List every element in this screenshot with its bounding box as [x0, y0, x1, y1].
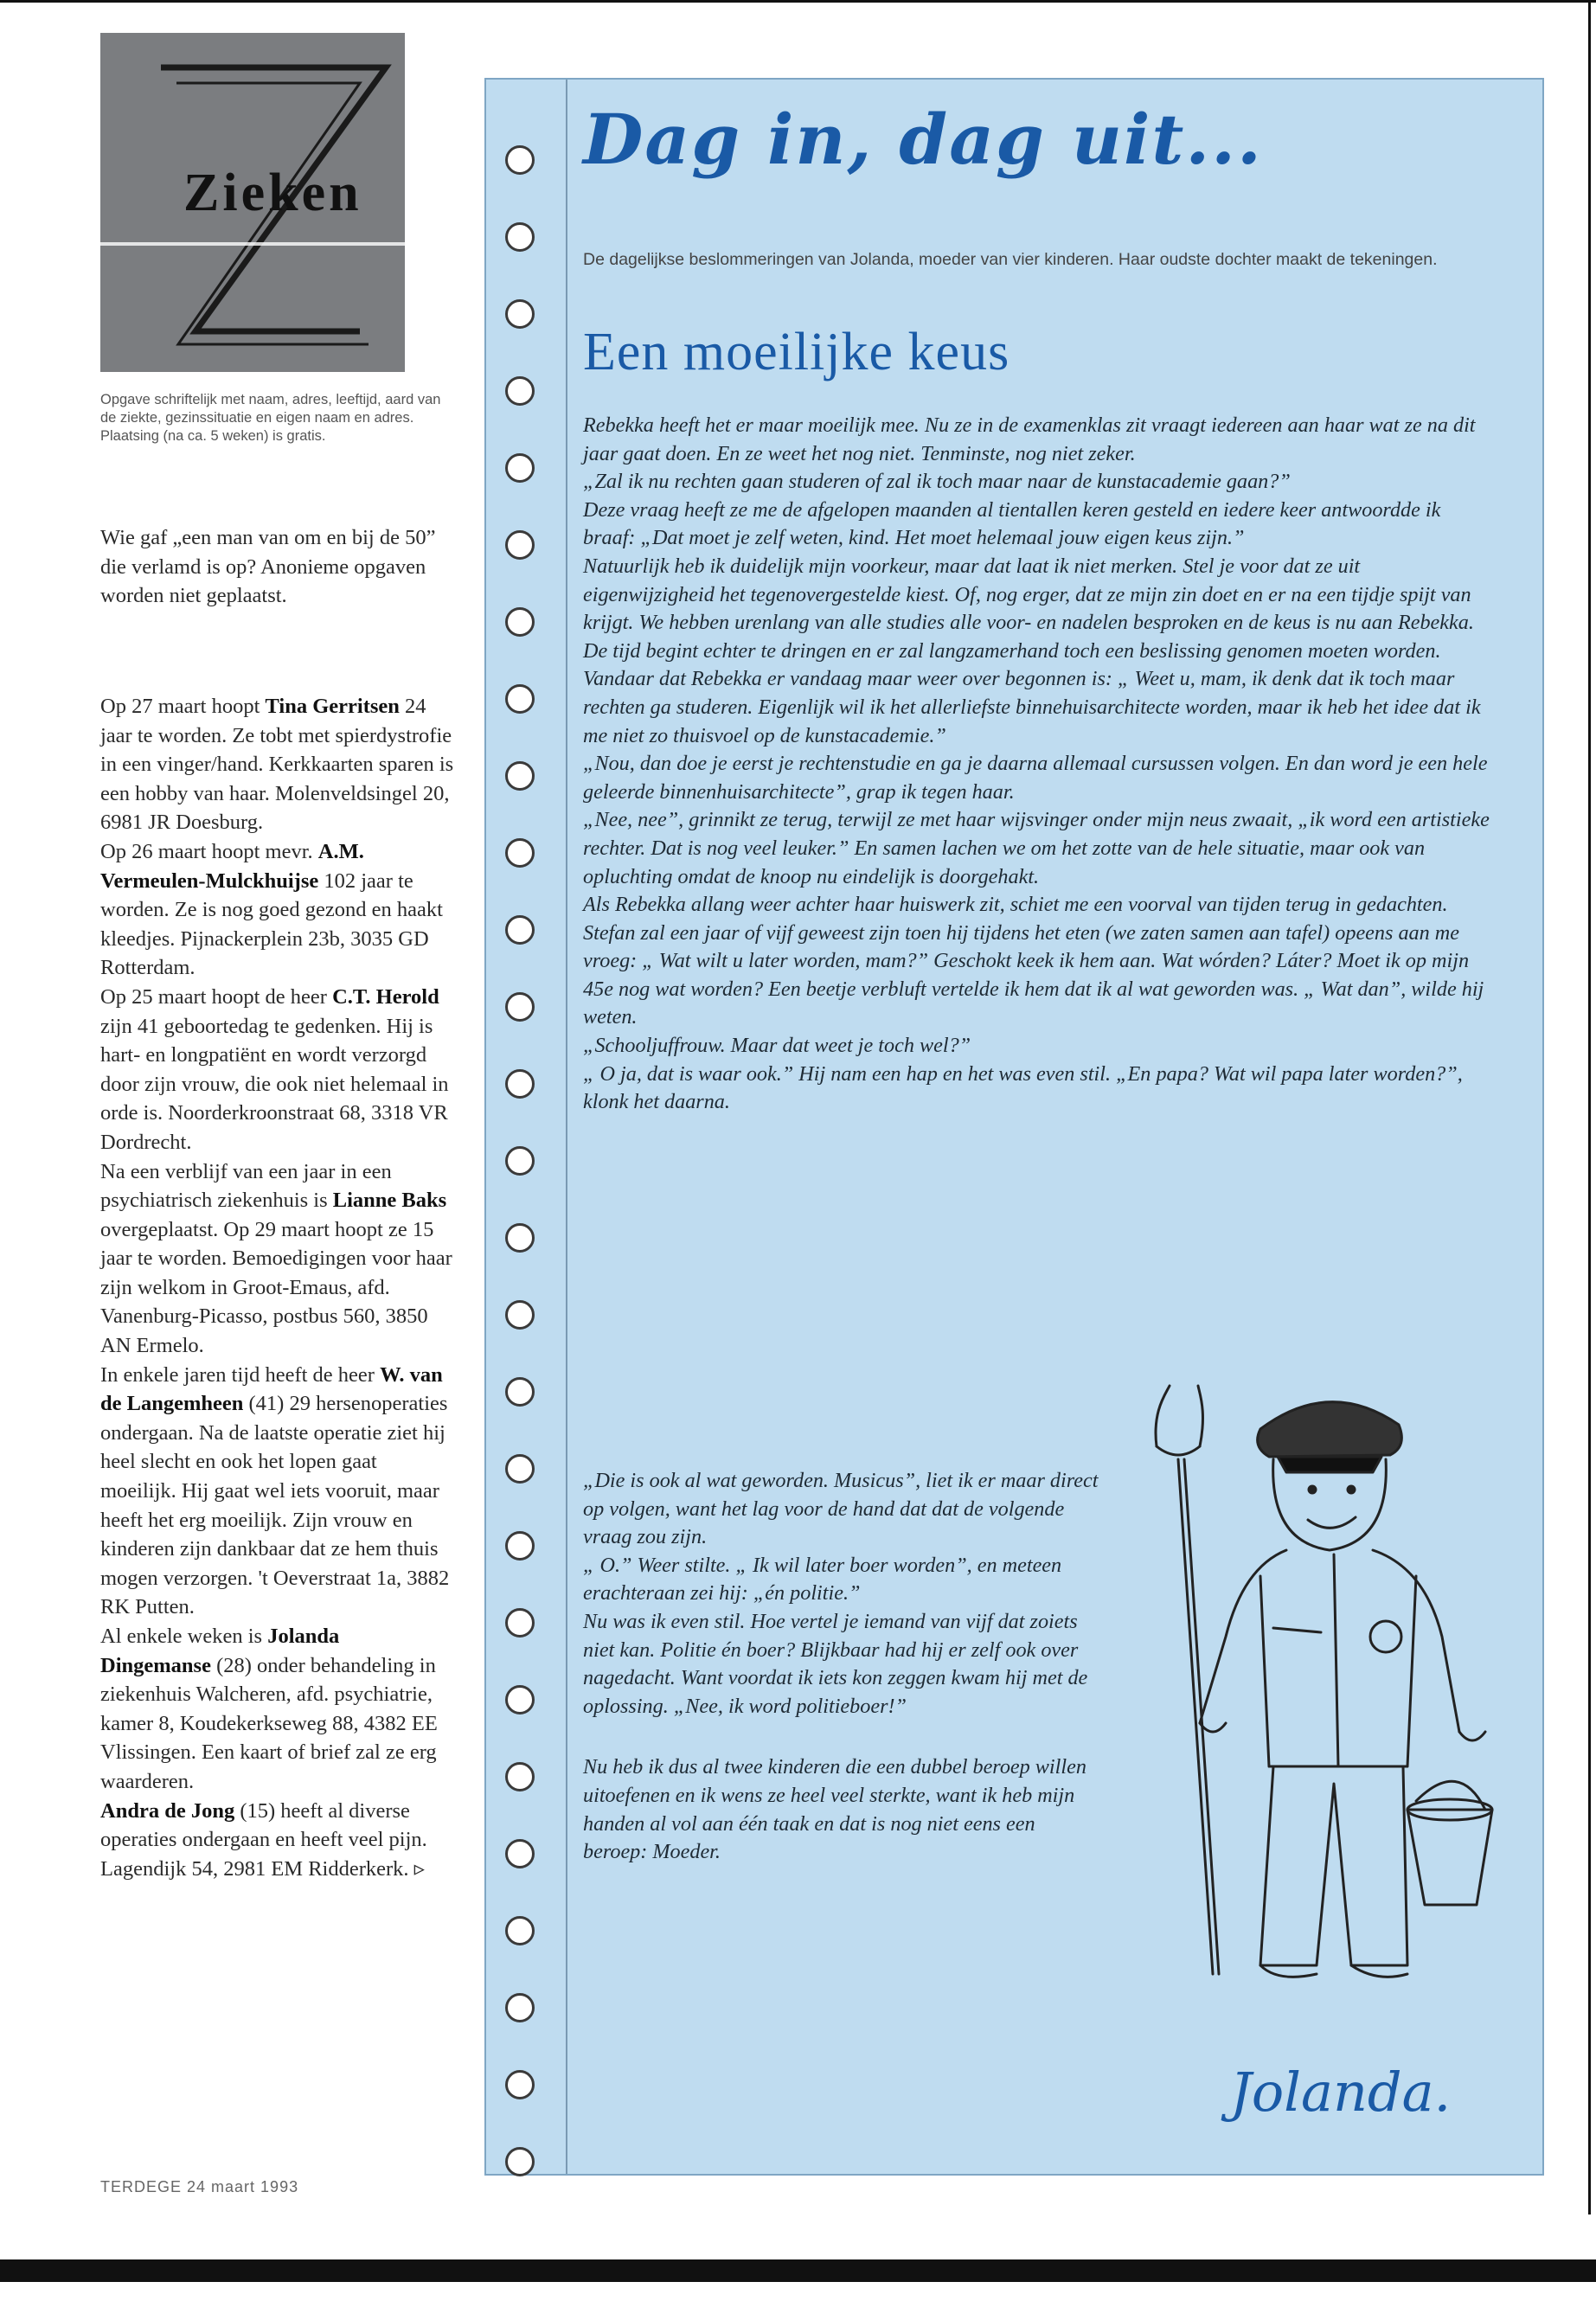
binder-hole — [505, 1069, 535, 1099]
binder-hole — [505, 1608, 535, 1638]
paragraph: Nu was ik even stil. Hoe vertel je iemand van vijf dat zoiets niet kan. Politie én boer? Blijkbaar had hij er zelf ook over nagedacht. Want voordat ik iets kon zeggen kwam hij met de oplossing. „Nee, ik word politieboer!” — [583, 1609, 1088, 1718]
binder-hole — [505, 145, 535, 175]
binder-hole — [505, 530, 535, 560]
binder-hole — [505, 453, 535, 483]
paragraph: „Die is ook al wat geworden. Musicus”, liet ik er maar direct op volgen, want het lag voor de hand dat dat de volgende vraag zou zijn. — [583, 1469, 1099, 1549]
intro-text — [100, 523, 455, 611]
binder-hole — [505, 299, 535, 329]
notice-item: In enkele jaren tijd heeft de heer W. van de Langemheen (41) 29 hersenoperaties ondergaan. Na de laatste operatie ziet hij heel slecht en ook het lopen gaat moeilijk. Hij gaat wel iets vooruit, maar heeft het erg moeilijk. Zijn vrouw en kinderen zijn dankbaar dat ze hem thuis mogen verzorgen. 't Oeverstraat 1a, 3882 RK Putten. — [100, 1362, 450, 1619]
binder-hole — [505, 1993, 535, 2022]
binder-hole — [505, 838, 535, 868]
notice-item: Op 27 maart hoopt Tina Gerritsen 24 jaar te worden. Ze tobt met spierdystrofie in een vinger/hand. Kerkkaarten sparen is een hobby van haar. Molenveldsingel 20, 6981 JR Doesburg. — [100, 695, 454, 835]
paragraph: De tijd begint echter te dringen en er zal langzamerhand toch een beslissing genomen moeten worden. — [583, 638, 1441, 663]
logo-word: Zieken — [183, 163, 362, 222]
binder-hole — [505, 2147, 535, 2176]
child-drawing-illustration — [1131, 1377, 1494, 2000]
binder-hole — [505, 1223, 535, 1253]
paragraph: „Zal ik nu rechten gaan studeren of zal ik toch maar naar de kunstacademie gaan?” — [583, 470, 1291, 494]
notice-item: Op 25 maart hoopt de heer C.T. Herold zijn 41 geboortedag te gedenken. Hij is hart- en longpatiënt en wordt verzorgd door zijn vrouw, die ook niet helemaal in orde is. Noorderkroonstraat 68, 3318 VR Dordrecht. — [100, 984, 449, 1154]
submit-note: Opgave schriftelijk met naam, adres, leeftijd, aard van de ziekte, gezinssituatie en eigen naam en adres. Plaatsing (na ca. 5 weken) is gratis. — [100, 392, 441, 444]
right-rule — [1588, 0, 1591, 2214]
binder-hole — [505, 2070, 535, 2099]
article-body-narrow — [583, 1467, 1102, 1867]
paragraph: Als Rebekka allang weer achter haar huiswerk zit, schiet me een voorval van tijden terug in gedachten. — [583, 893, 1448, 917]
paragraph: Deze vraag heeft ze me de afgelopen maanden al tientallen keren gesteld en iedere keer antwoordde ik braaf: „Dat moet je zelf weten, kind. Het moet helemaal jouw eigen keus zijn.” — [583, 497, 1441, 550]
closing-paragraph: Nu heb ik dus al twee kinderen die een dubbel beroep willen uitoefenen en ik wens ze heel veel sterkte, want ik heb mijn handen al vol aan één taak en dat is nog niet eens een beroep: Moeder. — [583, 1755, 1086, 1864]
notice-item: Op 26 maart hoopt mevr. A.M. Vermeulen-Mulckhuijse 102 jaar te worden. Ze is nog goed gezond en haakt kleedjes. Pijnackerplein 23b, 3035 GD Rotterdam. — [100, 839, 443, 980]
binder-hole — [505, 761, 535, 791]
logo-strip — [100, 242, 405, 246]
margin-line — [566, 80, 567, 2174]
binder-hole — [505, 1916, 535, 1945]
notice-item: Al enkele weken is Jolanda Dingemanse (28) onder behandeling in ziekenhuis Walcheren, afd. psychiatrie, kamer 8, Koudekerkseweg 88, 4382 EE Vlissingen. Een kaart of brief zal ze erg waarderen. — [100, 1625, 438, 1793]
notices-list — [100, 692, 455, 1883]
binder-hole — [505, 1146, 535, 1176]
binder-hole — [505, 1762, 535, 1791]
article-body — [583, 412, 1491, 1117]
notice-item: Andra de Jong (15) heeft al diverse operaties ondergaan en heeft veel pijn. Lagendijk 54, 2981 EM Ridderkerk. ▹ — [100, 1798, 427, 1881]
binder-hole — [505, 1377, 535, 1407]
bottom-bar — [0, 2259, 1596, 2282]
binder-hole — [505, 1839, 535, 1868]
notice-item: Na een verblijf van een jaar in een psychiatrisch ziekenhuis is Lianne Baks overgeplaatst. Op 29 maart hoopt ze 15 jaar te worden. Bemoedigingen voor haar zijn welkom in Groot-Emaus, afd. Vanenburg-Picasso, postbus 560, 3850 AN Ermelo. — [100, 1159, 452, 1358]
binder-hole — [505, 1454, 535, 1484]
binder-hole — [505, 684, 535, 714]
paragraph: „ O ja, dat is waar ook.” Hij nam een hap en het was even stil. „En papa? Wat wil papa later worden?”, klonk het daarna. — [583, 1061, 1463, 1114]
article-title: Een moeilijke keus — [583, 323, 1010, 381]
zieken-logo — [100, 33, 405, 372]
binder-hole — [505, 607, 535, 637]
paragraph: „Schooljuffrouw. Maar dat weet je toch wel?” — [583, 1034, 971, 1058]
paragraph: Vandaar dat Rebekka er vandaag maar weer over begonnen is: „ Weet u, mam, ik denk dat ik toch maar rechten ga studeren. Eigenlijk wil ik het allerliefste binnehuisarchitecte worden, maar ik heb het idee dat ik me niet zo thuisvoel op de kunstacademie.” — [583, 667, 1481, 747]
paragraph: „Nee, nee”, grinnikt ze terug, terwijl ze met haar wijsvinger onder mijn neus zwaait, „ik word een artistieke rechter. Dat is nog veel leuker.” En samen lachen we om het zotte van de hele situatie, maar ook van opluchting omdat de knoop nu eindelijk is doorgehakt. — [583, 808, 1490, 888]
column-subtitle: De dagelijkse beslommeringen van Jolanda, moeder van vier kinderen. Haar oudste dochter maakt de tekeningen. — [583, 250, 1438, 269]
binder-hole — [505, 1300, 535, 1330]
paragraph: Rebekka heeft het er maar moeilijk mee. Nu ze in de examenklas zit vraagt iedereen aan haar wat ze na dit jaar gaat doen. En ze weet het nog niet. Tenminste, nog niet zeker. — [583, 413, 1476, 465]
column-title: Dag in, dag uit... — [583, 99, 1263, 180]
binder-hole — [505, 1685, 535, 1715]
paragraph: Stefan zal een jaar of vijf geweest zijn toen hij tijdens het eten (we zaten samen aan tafel) opeens aan me vroeg: „ Wat wilt u later worden, mam?” Geschokt keek ik hem aan. Wat wórden? Láter? Moet ik op mijn 45e nog wat worden? Een beetje verbluft vertelde ik hem dat ik al wat geworden was. „ Wat dan”, wilde hij weten. — [583, 920, 1484, 1029]
notebook-panel — [484, 78, 1544, 2176]
binder-hole — [505, 376, 535, 406]
binder-hole — [505, 1531, 535, 1561]
signature: Jolanda. — [1230, 2061, 1452, 2124]
binder-hole — [505, 915, 535, 945]
binder-hole — [505, 222, 535, 252]
top-rule — [0, 0, 1596, 20]
paragraph: Natuurlijk heb ik duidelijk mijn voorkeur, maar dat laat ik niet merken. Stel je voor dat ze uit eigenwijzigheid het tegenovergestelde kiest. Of, nog erger, dat ze mijn zin doet en er na een tijdje spijt van krijgt. We hebben urenlang van alle studies alle voor- en nadelen besproken en de keus is nu aan Rebekka. — [583, 554, 1474, 635]
paragraph: „Nou, dan doe je eerst je rechtenstudie en ga je daarna allemaal cursussen volgen. En dan word je een hele geleerde binnenhuisarchitecte”, grap ik tegen haar. — [583, 752, 1488, 804]
footer-date: TERDEGE 24 maart 1993 — [100, 2178, 299, 2195]
paragraph: „ O.” Weer stilte. „ Ik wil later boer worden”, en meteen erachteraan zei hij: „én politie.” — [583, 1553, 1062, 1606]
intro-paragraph: Wie gaf „een man van om en bij de 50” die verlamd is op? Anonieme opgaven worden niet geplaatst. — [100, 526, 436, 608]
binder-hole — [505, 992, 535, 1022]
